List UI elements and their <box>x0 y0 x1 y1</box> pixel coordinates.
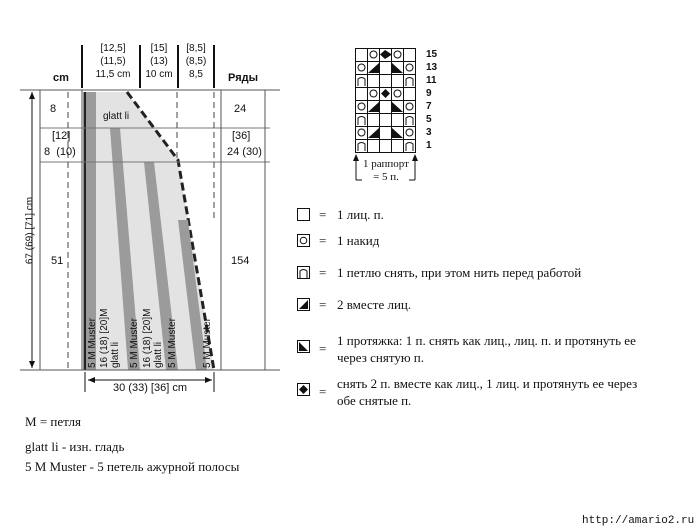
muster-label-1: 5 M Muster <box>87 317 98 368</box>
k2tog-icon <box>297 298 310 311</box>
unit-cm-header: cm <box>53 72 69 84</box>
left-rows-mid-top: [12] <box>52 130 71 142</box>
note-glatt: glatt li - изн. гладь <box>25 439 125 454</box>
glatt-count-2: 16 (18) [20]M glatt li <box>142 308 164 368</box>
glatt-label: glatt li <box>103 111 130 122</box>
right-rows-mid-bottom: 24 (30) <box>227 146 262 158</box>
bottom-width-label: 30 (33) [36] cm <box>113 382 187 394</box>
watermark: http://amario2.ru <box>582 515 695 527</box>
rapport-label: 1 раппорт = 5 п. <box>363 158 409 183</box>
width-col-2: [15] (13) 10 cm <box>145 43 173 80</box>
note-muster: 5 M Muster - 5 петель ажурной полосы <box>25 459 240 474</box>
chart-row-numbers: 15 13 11 9 7 5 3 1 <box>426 49 438 151</box>
width-col-3: [8,5] (8,5) 8,5 <box>185 43 207 80</box>
right-rows-mid-top: [36] <box>232 130 251 142</box>
right-rows-bottom: 154 <box>231 255 250 267</box>
diamond-icon <box>297 383 310 396</box>
note-m: М = петля <box>25 414 81 429</box>
stitch-chart <box>355 48 425 156</box>
slip-stitch-icon <box>297 266 310 279</box>
left-rows-bottom: 51 <box>51 255 64 267</box>
rows-header: Ряды <box>228 72 258 84</box>
right-rows-top: 24 <box>234 103 247 115</box>
ssk-icon <box>297 340 310 353</box>
left-rows-mid-bottom: 8 (10) <box>44 146 76 158</box>
muster-label-3: 5 M Muster <box>167 317 178 368</box>
muster-label-2: 5 M Muster <box>129 317 140 368</box>
muster-label-4: 5 M Muster <box>202 317 213 368</box>
circle-icon <box>297 234 310 247</box>
empty-square-icon <box>297 208 310 221</box>
left-rows-top: 8 <box>50 103 57 115</box>
width-col-1: [12,5] (11,5) 11,5 cm <box>95 43 131 80</box>
glatt-count-1: 16 (18) [20]M glatt li <box>99 308 121 368</box>
total-height-label: 67 (69) [71] cm <box>24 196 36 265</box>
